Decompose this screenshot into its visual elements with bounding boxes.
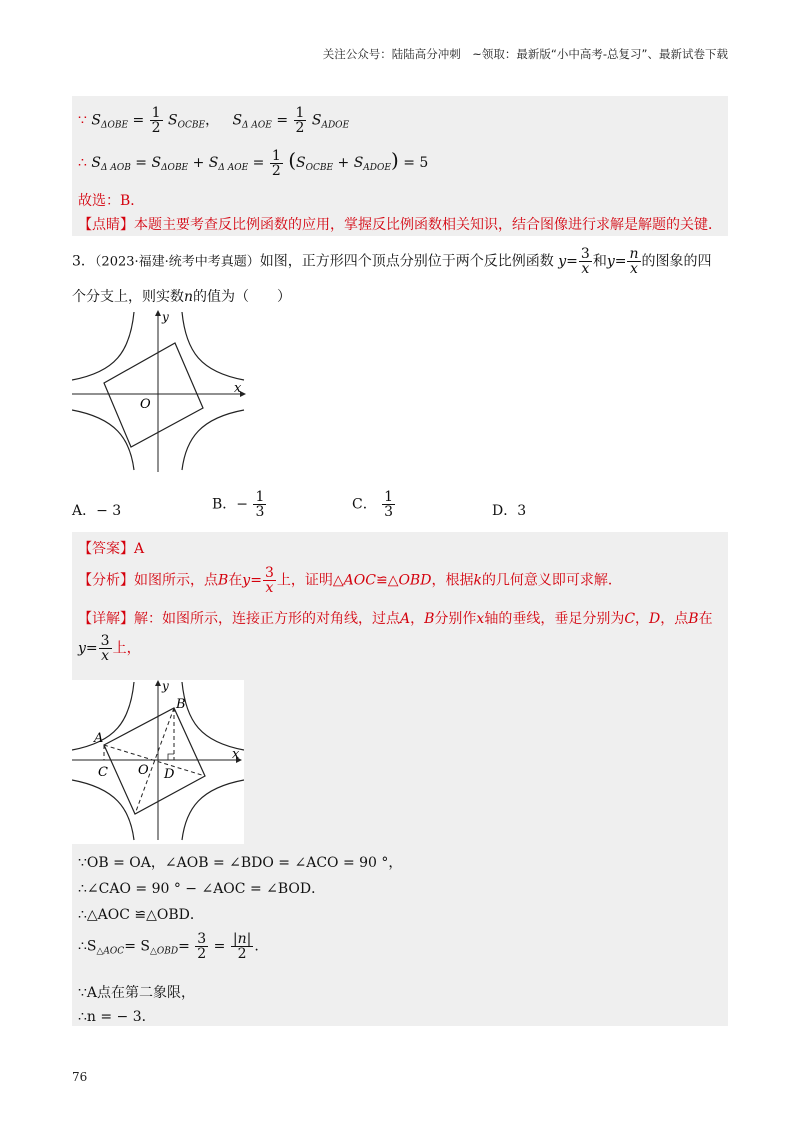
question-figure bbox=[72, 310, 248, 476]
equation-line-1: ∵ $S_{\Delta OBE}$ = $\frac{1}{2}$ $S_{OCBE}$， $S_{\Delta AOE}$ = $\frac{1}{2}$ $S_{ADOE}$ bbox=[78, 105, 350, 136]
point-d-label: D bbox=[164, 767, 175, 782]
answer-block bbox=[72, 532, 728, 1026]
comment-line: 【点睛】本题主要考查反比例函数的应用，掌握反比例函数相关知识，结合图像进行求解是解题的关键． bbox=[78, 217, 722, 233]
equation-line-2: ∴ $S_{\Delta AOB} = S_{\Delta OBE} + S_{\Delta AOE}$ = $\frac{1}{2}$ $(S_{OCBE} + S_{ADOE}) = 5$ bbox=[78, 147, 429, 179]
origin-label: O bbox=[140, 397, 151, 412]
square bbox=[104, 343, 203, 447]
option-a[interactable]: A．− 3 bbox=[72, 503, 122, 519]
option-c[interactable]: C． $\frac{1}{3}$ bbox=[352, 489, 394, 520]
hyperbola-branch-top-left bbox=[72, 312, 134, 380]
step-4: $\therefore S_{\triangle AOC}= S_{\triangle OBD}=$ $\frac{3}{2}$ = $\frac{|n|}{2}$ . bbox=[78, 931, 259, 962]
question-line-2: 个分支上，则实数n的值为（ ） bbox=[72, 289, 292, 305]
svg-text:O: O bbox=[138, 763, 149, 778]
point-b-label: B bbox=[176, 697, 186, 712]
step-1: ∵OB = OA，∠AOB = ∠BDO = ∠ACO = 90 °， bbox=[78, 855, 403, 871]
page-number: 76 bbox=[72, 1070, 88, 1084]
solution-continuation-block bbox=[72, 96, 728, 236]
question-line-1: 3．（2023·福建·统考中考真题）如图，正方形四个顶点分别位于两个反比例函数 y= $\frac{3}{x}$ 和y= $\frac{n}{x}$ 的图象的四 bbox=[72, 246, 712, 277]
hyperbola-branch-bottom-left bbox=[72, 410, 134, 470]
y-axis-arrow-icon bbox=[155, 310, 161, 316]
point-c-label: C bbox=[98, 765, 108, 780]
diagonal-bd bbox=[135, 708, 174, 814]
answer-line: 【答案】A bbox=[78, 541, 145, 557]
option-b[interactable]: B．− $\frac{1}{3}$ bbox=[212, 489, 265, 520]
step-2: ∴∠CAO = 90 ° − ∠AOC = ∠BOD． bbox=[78, 881, 326, 897]
choice-line: 故选：B． bbox=[78, 193, 145, 209]
fraction-half: $\frac{1}{2}$ bbox=[151, 105, 161, 136]
svg-text:x: x bbox=[232, 747, 240, 762]
analysis-line: 【分析】如图所示，点B在y= $\frac{3}{x}$ 上，证明△AOC≌△OBD，根据k的几何意义即可求解． bbox=[78, 565, 622, 596]
step-6: ∴n = − 3． bbox=[78, 1009, 156, 1025]
hyperbola-branch-bottom-right bbox=[182, 410, 244, 470]
detail-line-1: 【详解】解：如图所示，连接正方形的对角线，过点A，B分别作x轴的垂线，垂足分别为C，D，点B在 bbox=[78, 611, 713, 627]
point-a-label: A bbox=[94, 731, 104, 746]
x-axis-label: x bbox=[234, 381, 242, 396]
y-axis-arrow-icon bbox=[155, 680, 161, 686]
detail-line-2: y= $\frac{3}{x}$ 上， bbox=[78, 633, 141, 664]
step-3: ∴△AOC ≌△OBD． bbox=[78, 907, 204, 923]
y-axis-label: y bbox=[162, 310, 169, 324]
svg-text:y: y bbox=[162, 680, 169, 693]
option-d[interactable]: D．3 bbox=[492, 503, 527, 519]
right-angle-mark bbox=[168, 754, 174, 760]
solution-figure bbox=[72, 680, 244, 844]
step-5: ∵A点在第二象限， bbox=[78, 985, 196, 1001]
page-header: 关注公众号：陆陆高分冲刺 ~领取：最新版“小中高考-总复习”、最新试卷下载 bbox=[322, 47, 728, 61]
hyperbola-branch-top-right bbox=[182, 312, 244, 380]
